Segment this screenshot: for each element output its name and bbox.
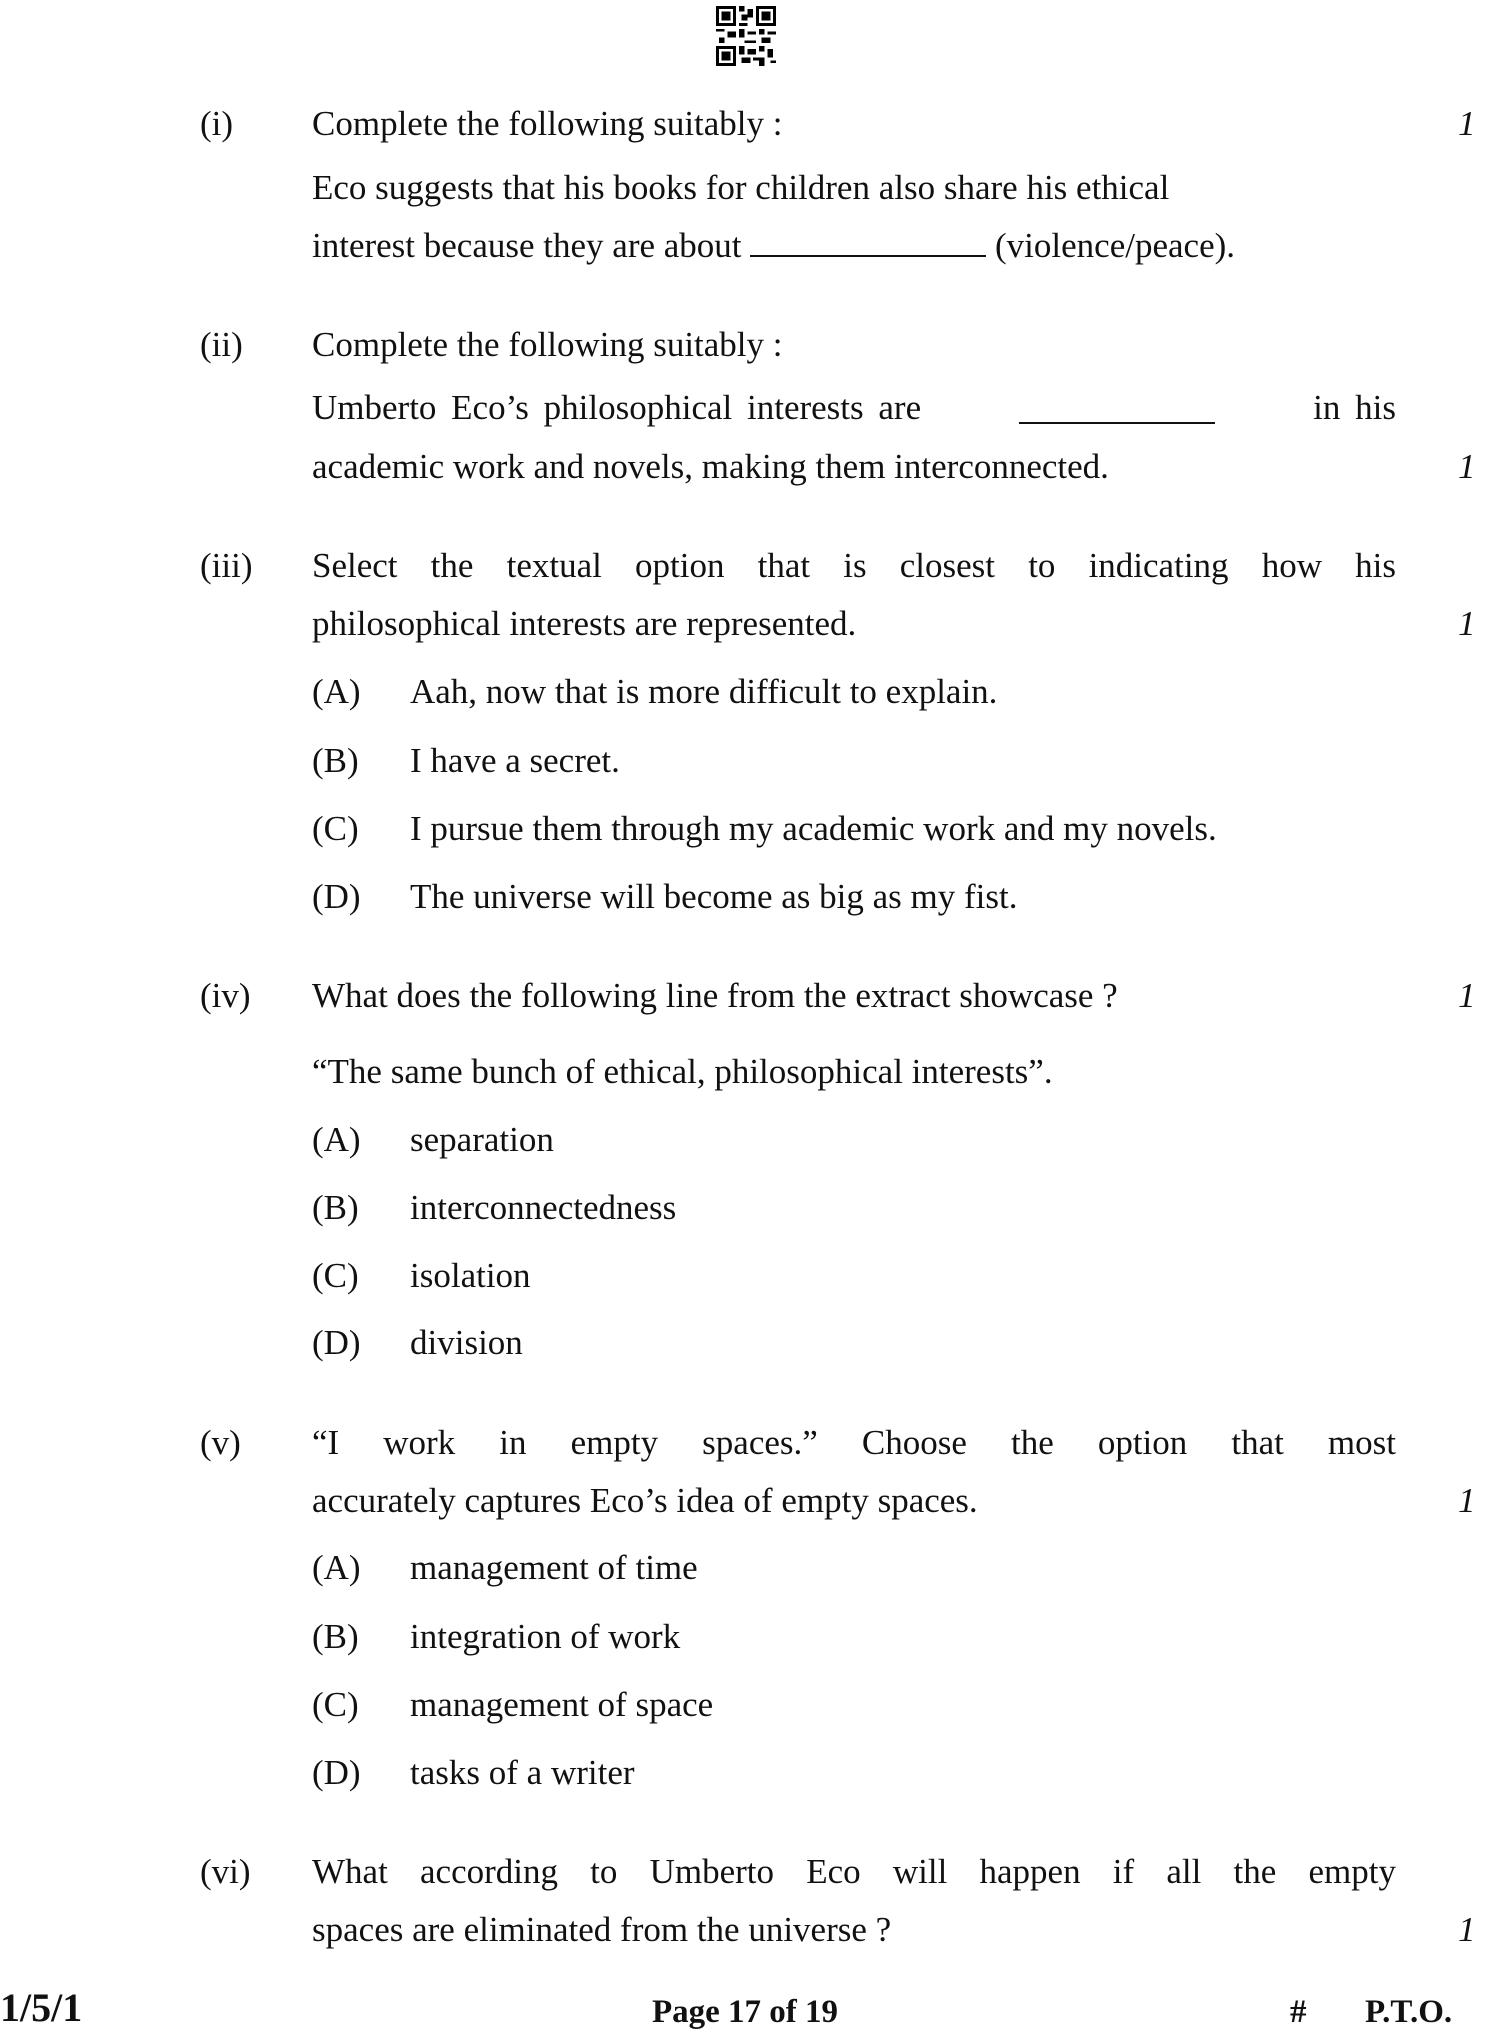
option-label: (C): [312, 1685, 359, 1724]
marks: 1: [1458, 604, 1476, 643]
option-label: (D): [312, 877, 361, 916]
question-text: What does the following line from the extract showcase ?: [312, 976, 1118, 1015]
answer-blank[interactable]: [750, 229, 986, 257]
option-label: (A): [312, 1548, 361, 1587]
question-prompt: Complete the following suitably :: [312, 104, 783, 143]
option-label: (B): [312, 1188, 359, 1227]
option-label: (C): [312, 1256, 359, 1295]
marks: 1: [1458, 1481, 1476, 1520]
option-label: (B): [312, 741, 359, 780]
marks: 1: [1458, 1910, 1476, 1949]
question-text-part: interest because they are about: [312, 226, 742, 265]
paper-code: 1/5/1: [0, 1985, 83, 2030]
option-text: The universe will become as big as my fist.: [410, 877, 1018, 916]
question-number: (iii): [200, 546, 253, 585]
pto-label: P.T.O.: [1365, 1994, 1453, 2030]
question-text-part: (violence/peace).: [995, 226, 1236, 265]
option-text: separation: [410, 1120, 554, 1159]
question-text: [312, 388, 1396, 428]
option-text: interconnectedness: [410, 1188, 677, 1227]
question-text: spaces are eliminated from the universe ?: [312, 1910, 892, 1949]
question-text: Select the textual option that is closest to indicating how his: [312, 546, 1396, 585]
option-label: (D): [312, 1323, 361, 1362]
option-text: management of space: [410, 1685, 714, 1724]
option-label: (D): [312, 1753, 361, 1792]
question-text: What according to Umberto Eco will happen if all the empty: [312, 1852, 1396, 1891]
option-text: I pursue them through my academic work and my novels.: [410, 809, 1217, 848]
question-text: [312, 226, 1235, 266]
question-text: philosophical interests are represented.: [312, 604, 857, 643]
answer-blank[interactable]: [1019, 396, 1215, 424]
question-text: Eco suggests that his books for children also share his ethical: [312, 168, 1170, 207]
question-text-part: in his: [1313, 388, 1396, 427]
page-number: Page 17 of 19: [652, 1994, 839, 2030]
option-label: (B): [312, 1617, 359, 1656]
option-text: I have a secret.: [410, 741, 620, 780]
option-text: isolation: [410, 1256, 531, 1295]
question-number: (ii): [200, 325, 243, 364]
question-prompt: Complete the following suitably :: [312, 325, 783, 364]
option-text: management of time: [410, 1548, 698, 1587]
qr-code-icon: [716, 6, 776, 66]
quoted-line: “The same bunch of ethical, philosophical interests”.: [312, 1052, 1053, 1091]
question-number: (v): [200, 1423, 241, 1462]
question-number: (iv): [200, 976, 251, 1015]
marks: 1: [1458, 976, 1476, 1015]
option-label: (A): [312, 1120, 361, 1159]
option-text: tasks of a writer: [410, 1753, 635, 1792]
hash-mark: #: [1290, 1994, 1307, 2030]
option-label: (A): [312, 672, 361, 711]
question-text: “I work in empty spaces.” Choose the option that most: [312, 1423, 1396, 1462]
option-text: integration of work: [410, 1617, 681, 1656]
marks: 1: [1458, 447, 1476, 486]
question-text: academic work and novels, making them interconnected.: [312, 447, 1109, 486]
marks: 1: [1458, 104, 1476, 143]
option-text: division: [410, 1323, 523, 1362]
option-label: (C): [312, 809, 359, 848]
question-text-part: Umberto Eco’s philosophical interests are: [312, 388, 922, 427]
question-number: (vi): [200, 1852, 251, 1891]
question-text: accurately captures Eco’s idea of empty spaces.: [312, 1481, 978, 1520]
question-number: (i): [200, 104, 234, 143]
option-text: Aah, now that is more difficult to explain.: [410, 672, 998, 711]
